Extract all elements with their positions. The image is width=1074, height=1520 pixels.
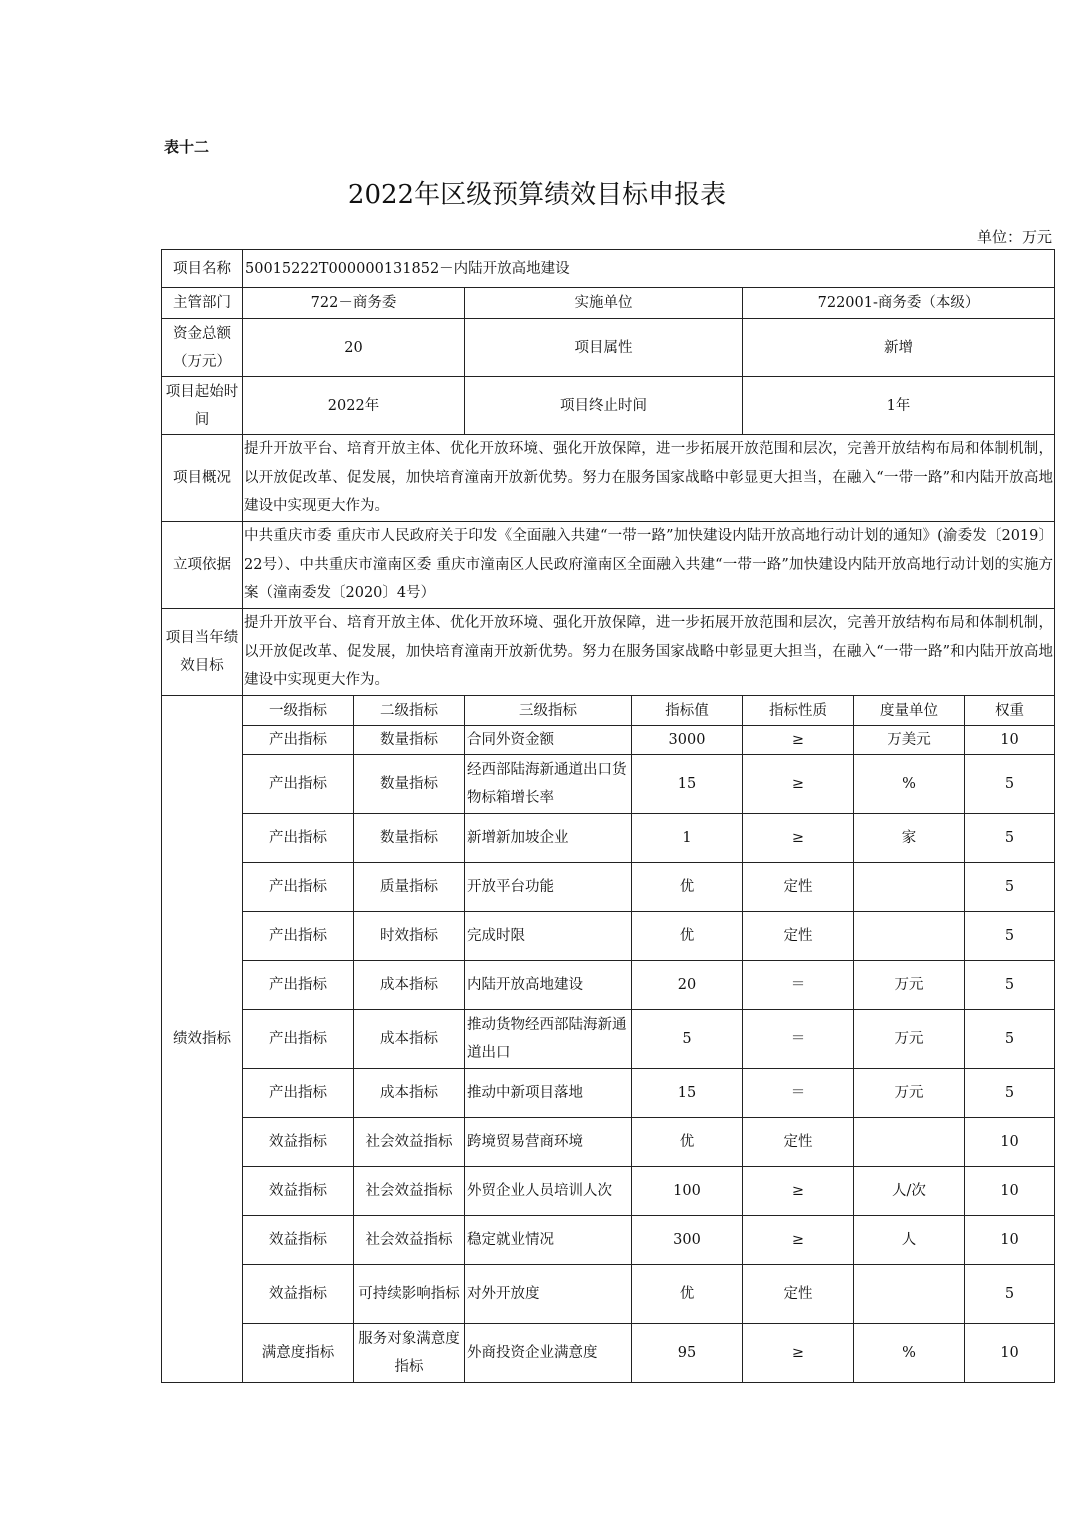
table-row	[162, 863, 1055, 912]
end-label: 项目终止时间	[465, 377, 743, 435]
l3-cell: 推动中新项目落地	[465, 1069, 632, 1118]
unit-cell: 人	[854, 1216, 965, 1265]
table-row	[162, 1167, 1055, 1216]
l2-cell: 可持续影响指标	[354, 1265, 465, 1324]
basis-text: 中共重庆市委 重庆市人民政府关于印发《全面融入共建“一带一路”加快建设内陆开放高地行动计划的通知》(渝委发〔2019〕22号）、中共重庆市潼南区委 重庆市潼南区人民政府潼南区全面融入共建“一带一路”加快建设内陆开放高地行动计划的实施方案（潼南委发〔2020〕4号）	[243, 522, 1055, 609]
dept-value: 722－商务委	[243, 288, 465, 319]
project-name-value: 50015222T000000131852－内陆开放高地建设	[243, 250, 1055, 288]
value-cell: 95	[632, 1324, 743, 1383]
value-cell: 优	[632, 863, 743, 912]
unit-cell: 万元	[854, 961, 965, 1010]
start-value: 2022年	[243, 377, 465, 435]
l2-cell: 社会效益指标	[354, 1118, 465, 1167]
nature-cell: ≥	[743, 1324, 854, 1383]
goal-label: 项目当年绩效目标	[162, 609, 243, 696]
basis-label: 立项依据	[162, 522, 243, 609]
column-header: 权重	[965, 696, 1055, 726]
funds-value: 20	[243, 319, 465, 377]
l2-cell: 社会效益指标	[354, 1216, 465, 1265]
nature-cell: ≥	[743, 1216, 854, 1265]
impl-label: 实施单位	[465, 288, 743, 319]
l3-cell: 开放平台功能	[465, 863, 632, 912]
value-cell: 15	[632, 755, 743, 814]
column-header: 一级指标	[243, 696, 354, 726]
weight-cell: 5	[965, 755, 1055, 814]
document-title: 2022年区级预算绩效目标申报表	[347, 180, 727, 210]
nature-cell: ≥	[743, 726, 854, 755]
value-cell: 优	[632, 1118, 743, 1167]
unit-cell: %	[854, 755, 965, 814]
unit-cell	[854, 1118, 965, 1167]
l3-cell: 对外开放度	[465, 1265, 632, 1324]
unit-cell	[854, 863, 965, 912]
weight-cell: 10	[965, 1324, 1055, 1383]
nature-cell: 定性	[743, 1265, 854, 1324]
weight-cell: 5	[965, 1069, 1055, 1118]
department-row	[162, 288, 1055, 319]
table-row	[162, 1010, 1055, 1069]
l2-cell: 社会效益指标	[354, 1167, 465, 1216]
project-name-row	[162, 250, 1055, 288]
l1-cell: 产出指标	[243, 961, 354, 1010]
unit-cell: 人/次	[854, 1167, 965, 1216]
start-label: 项目起始时间	[162, 377, 243, 435]
unit-cell	[854, 1265, 965, 1324]
unit-cell: 家	[854, 814, 965, 863]
l1-cell: 产出指标	[243, 1010, 354, 1069]
attr-value: 新增	[743, 319, 1055, 377]
weight-cell: 10	[965, 1167, 1055, 1216]
nature-cell: ≥	[743, 1167, 854, 1216]
goal-text: 提升开放平台、培育开放主体、优化开放环境、强化开放保障，进一步拓展开放范围和层次，完善开放结构布局和体制机制，以开放促改革、促发展，加快培育潼南开放新优势。努力在服务国家战略中彰显更大担当，在融入“一带一路”和内陆开放高地建设中实现更大作为。	[243, 609, 1055, 696]
unit-cell: 万元	[854, 1069, 965, 1118]
table-row	[162, 1216, 1055, 1265]
funds-label: 资金总额（万元）	[162, 319, 243, 377]
l2-cell: 数量指标	[354, 726, 465, 755]
l3-cell: 经西部陆海新通道出口货物标箱增长率	[465, 755, 632, 814]
l2-cell: 成本指标	[354, 1010, 465, 1069]
value-cell: 100	[632, 1167, 743, 1216]
weight-cell: 10	[965, 1216, 1055, 1265]
unit-label: 单位：万元	[976, 228, 1052, 246]
table-row	[162, 1118, 1055, 1167]
l3-cell: 外商投资企业满意度	[465, 1324, 632, 1383]
column-header: 二级指标	[354, 696, 465, 726]
l1-cell: 产出指标	[243, 1069, 354, 1118]
l1-cell: 效益指标	[243, 1167, 354, 1216]
l2-cell: 成本指标	[354, 961, 465, 1010]
l2-cell: 数量指标	[354, 814, 465, 863]
unit-cell: %	[854, 1324, 965, 1383]
funds-row	[162, 319, 1055, 377]
weight-cell: 5	[965, 1010, 1055, 1069]
nature-cell: 定性	[743, 1118, 854, 1167]
weight-cell: 5	[965, 863, 1055, 912]
l3-cell: 内陆开放高地建设	[465, 961, 632, 1010]
table-row	[162, 814, 1055, 863]
value-cell: 优	[632, 912, 743, 961]
nature-cell: ＝	[743, 1010, 854, 1069]
l3-cell: 推动货物经西部陆海新通道出口	[465, 1010, 632, 1069]
table-number-label: 表十二	[164, 138, 210, 156]
column-header: 指标性质	[743, 696, 854, 726]
dept-label: 主管部门	[162, 288, 243, 319]
table-row	[162, 1265, 1055, 1324]
indicators-section-label: 绩效指标	[162, 696, 243, 1383]
unit-cell: 万元	[854, 1010, 965, 1069]
time-row	[162, 377, 1055, 435]
l1-cell: 效益指标	[243, 1265, 354, 1324]
l3-cell: 外贸企业人员培训人次	[465, 1167, 632, 1216]
overview-text: 提升开放平台、培育开放主体、优化开放环境、强化开放保障，进一步拓展开放范围和层次，完善开放结构布局和体制机制，以开放促改革、促发展，加快培育潼南开放新优势。努力在服务国家战略中彰显更大担当，在融入“一带一路”和内陆开放高地建设中实现更大作为。	[243, 435, 1055, 522]
table-row	[162, 726, 1055, 755]
impl-value: 722001-商务委（本级）	[743, 288, 1055, 319]
attr-label: 项目属性	[465, 319, 743, 377]
l2-cell: 时效指标	[354, 912, 465, 961]
l2-cell: 质量指标	[354, 863, 465, 912]
l1-cell: 满意度指标	[243, 1324, 354, 1383]
nature-cell: ＝	[743, 1069, 854, 1118]
unit-cell	[854, 912, 965, 961]
table-row	[162, 912, 1055, 961]
nature-cell: ＝	[743, 961, 854, 1010]
weight-cell: 10	[965, 726, 1055, 755]
l1-cell: 产出指标	[243, 755, 354, 814]
value-cell: 1	[632, 814, 743, 863]
l3-cell: 跨境贸易营商环境	[465, 1118, 632, 1167]
overview-label: 项目概况	[162, 435, 243, 522]
weight-cell: 5	[965, 912, 1055, 961]
l1-cell: 产出指标	[243, 912, 354, 961]
budget-performance-table	[161, 249, 1055, 1383]
nature-cell: 定性	[743, 863, 854, 912]
l2-cell: 服务对象满意度指标	[354, 1324, 465, 1383]
basis-row	[162, 522, 1055, 609]
column-header: 度量单位	[854, 696, 965, 726]
nature-cell: ≥	[743, 755, 854, 814]
value-cell: 300	[632, 1216, 743, 1265]
project-name-label: 项目名称	[162, 250, 243, 288]
value-cell: 3000	[632, 726, 743, 755]
weight-cell: 5	[965, 814, 1055, 863]
l2-cell: 成本指标	[354, 1069, 465, 1118]
value-cell: 20	[632, 961, 743, 1010]
table-row	[162, 961, 1055, 1010]
value-cell: 15	[632, 1069, 743, 1118]
goal-row	[162, 609, 1055, 696]
l3-cell: 新增新加坡企业	[465, 814, 632, 863]
end-value: 1年	[743, 377, 1055, 435]
indicator-header-row	[162, 696, 1055, 726]
l1-cell: 产出指标	[243, 863, 354, 912]
unit-cell: 万美元	[854, 726, 965, 755]
table-row	[162, 1069, 1055, 1118]
nature-cell: 定性	[743, 912, 854, 961]
l3-cell: 完成时限	[465, 912, 632, 961]
table-row	[162, 755, 1055, 814]
overview-row	[162, 435, 1055, 522]
weight-cell: 10	[965, 1118, 1055, 1167]
table-row	[162, 1324, 1055, 1383]
weight-cell: 5	[965, 1265, 1055, 1324]
l1-cell: 效益指标	[243, 1216, 354, 1265]
l3-cell: 稳定就业情况	[465, 1216, 632, 1265]
column-header: 指标值	[632, 696, 743, 726]
value-cell: 5	[632, 1010, 743, 1069]
column-header: 三级指标	[465, 696, 632, 726]
l1-cell: 效益指标	[243, 1118, 354, 1167]
weight-cell: 5	[965, 961, 1055, 1010]
value-cell: 优	[632, 1265, 743, 1324]
l2-cell: 数量指标	[354, 755, 465, 814]
l3-cell: 合同外资金额	[465, 726, 632, 755]
l1-cell: 产出指标	[243, 814, 354, 863]
l1-cell: 产出指标	[243, 726, 354, 755]
nature-cell: ≥	[743, 814, 854, 863]
